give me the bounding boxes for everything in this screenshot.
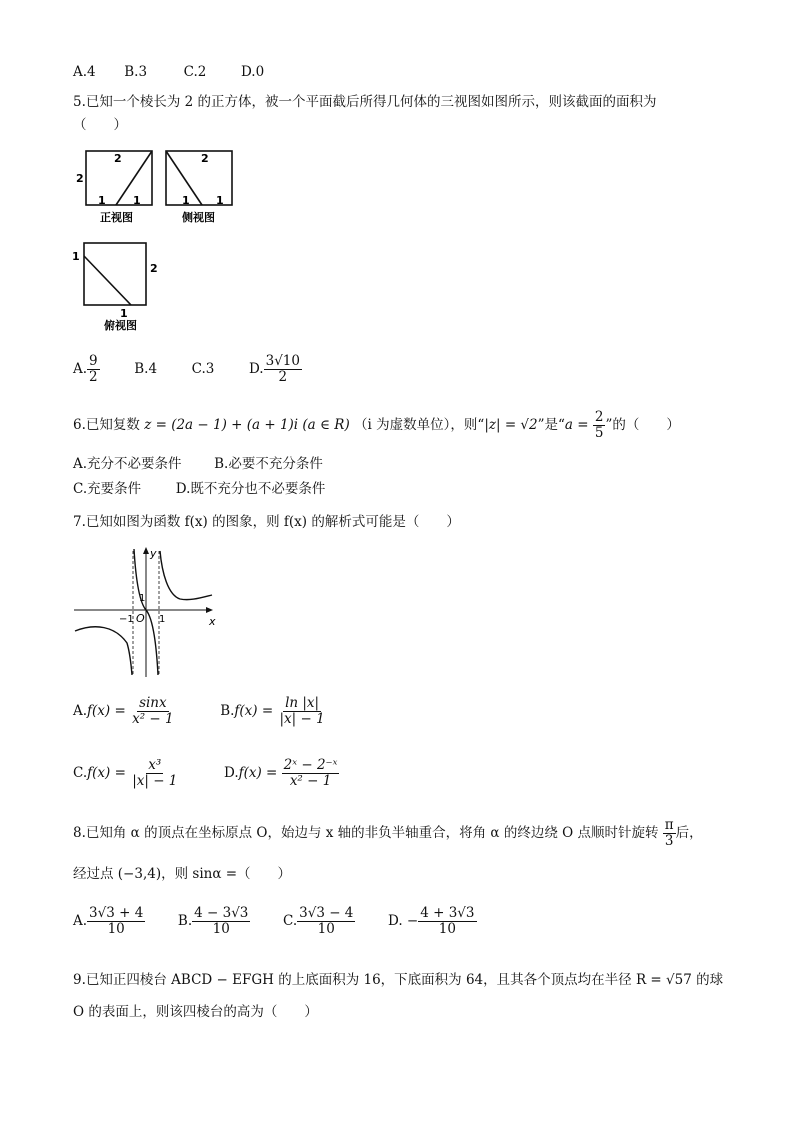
q8-option-c: C. $\frac{3√3 - 4}{10}$ — [282, 905, 354, 937]
tick-neg1-label: −1 — [119, 614, 134, 625]
q5-option-c: C.3 — [191, 360, 215, 377]
front-bl-label: 1 — [98, 194, 106, 207]
side-view-caption: 侧视图 — [182, 211, 215, 224]
q5-options — [73, 354, 302, 385]
q6-condition-1: |z| = √2 — [484, 416, 538, 433]
q5-option-a: A. $\frac{9}{2}$ — [73, 353, 98, 385]
top-right-label: 2 — [150, 262, 158, 275]
q6-option-b: B.必要不充分条件 — [214, 456, 323, 472]
q8-options — [73, 906, 477, 937]
q9-line1: 9.已知正四棱台 ABCD − EFGH 的上底面积为 16，下底面积为 64，且其各个顶点均在半径 R = √57 的球 — [73, 972, 724, 988]
top-left-label: 1 — [72, 250, 80, 263]
fraction: $\frac{9}{2}$ — [89, 353, 98, 385]
front-br-label: 1 — [133, 194, 141, 207]
fraction: $\frac{\text{2ˣ − 2⁻ˣ}}{\text{x² − 1}}$ — [283, 757, 338, 789]
q6-option-a: A.充分不必要条件 — [73, 456, 182, 472]
q5-option-d: D. $\frac{3√10}{2}$ — [248, 353, 300, 385]
q5-stem: 5.已知一个棱长为 2 的正方体，被一个平面截后所得几何体的三视图如图所示，则该截面的面积为 — [73, 94, 657, 110]
q5-paren: （ ） — [73, 117, 127, 133]
q7-options-row2 — [73, 758, 339, 789]
q4-option-c: C.2 — [183, 64, 207, 80]
q4-option-b: B.3 — [124, 64, 148, 80]
q5-option-b: B.4 — [134, 360, 158, 377]
q7-option-d: D.f(x) = $\frac{\text{2ˣ − 2⁻ˣ}}{\text{x² − 1}}$ — [223, 757, 338, 789]
q7-options-row1 — [73, 696, 327, 727]
fraction: $\frac{3√3 - 4}{10}$ — [299, 905, 354, 937]
fraction: $\frac{\ln |x|}{|x| - 1}$ — [279, 695, 325, 727]
q9-line2: O 的表面上，则该四棱台的高为（ ） — [73, 1004, 318, 1020]
q8-option-b: B. $\frac{4 - 3√3}{10}$ — [177, 905, 249, 937]
q7-option-c: C.f(x) = $\frac{\text{x³}}{|x| - 1}$ — [73, 757, 178, 789]
q6-option-c: C.充要条件 — [73, 481, 142, 497]
q8-line1: 8.已知角 α 的顶点在坐标原点 O，始边与 x 轴的非负半轴重合，将角 α 的终边绕 O 点顺时针旋转 $\frac{\pi}{3}$ 后， — [73, 817, 703, 849]
top-bottom-label: 1 — [120, 307, 128, 320]
q8-line2: 经过点 (−3,4)，则 sinα =（ ） — [73, 866, 292, 882]
q7-function-graph — [70, 543, 220, 678]
side-top-label: 2 — [201, 152, 209, 165]
q8-option-a: A. $\frac{3√3 + 4}{10}$ — [73, 905, 144, 937]
q4-option-d: D.0 — [240, 64, 265, 80]
q4-options — [73, 64, 264, 80]
q6-condition-2-fraction: $\frac{2}{5}$ — [594, 409, 604, 441]
q4-option-a: A.4 — [73, 64, 96, 80]
q5-three-views — [70, 145, 240, 335]
y-axis-label: y — [150, 547, 157, 560]
fraction: $\frac{3√10}{2}$ — [265, 353, 300, 385]
fraction: $\frac{4 - 3√3}{10}$ — [194, 905, 249, 937]
tick-1-label: 1 — [159, 614, 166, 625]
q6-stem: 6.已知复数 z = (2a − 1) + (a + 1)i (a ∈ R) （i 为虚数单位），则“|z| = √2”是“a = $\frac{2}{5}$ ”的（ ） — [73, 409, 680, 441]
q7-stem: 7.已知如图为函数 f(x) 的图象，则 f(x) 的解析式可能是（ ） — [73, 514, 460, 530]
fraction: $\frac{4 + 3√3}{10}$ — [420, 905, 475, 937]
fraction: $\frac{\sin x}{\text{x² − 1}}$ — [132, 695, 174, 727]
front-top-label: 2 — [114, 152, 122, 165]
q6-options-row1 — [73, 452, 323, 472]
q8-option-d: D. − $\frac{4 + 3√3}{10}$ — [387, 905, 475, 937]
q6-expression: z = (2a − 1) + (a + 1)i (a ∈ R) — [144, 416, 350, 433]
fraction: $\frac{\text{x³}}{|x| - 1}$ — [132, 757, 178, 789]
side-view — [166, 151, 232, 224]
origin-label: O — [136, 612, 145, 625]
fraction: $\frac{3√3 + 4}{10}$ — [89, 905, 144, 937]
q7-option-b: B.f(x) = $\frac{\ln |x|}{|x| - 1}$ — [220, 695, 325, 727]
side-bl-label: 1 — [182, 194, 190, 207]
q6-option-d: D.既不充分也不必要条件 — [175, 481, 326, 497]
q7-option-a: A.f(x) = $\frac{\sin x}{\text{x² − 1}}$ — [73, 695, 174, 727]
top-view — [72, 243, 158, 332]
tick-y1-label: 1 — [139, 593, 146, 604]
q8-rotation-fraction: $\frac{\pi}{3}$ — [664, 817, 674, 849]
front-view — [76, 151, 152, 224]
front-view-caption: 正视图 — [100, 211, 133, 224]
q6-options-row2 — [73, 477, 325, 497]
side-br-label: 1 — [216, 194, 224, 207]
front-left-label: 2 — [76, 172, 84, 185]
top-view-caption: 俯视图 — [104, 319, 137, 332]
x-axis-label: x — [209, 615, 216, 628]
